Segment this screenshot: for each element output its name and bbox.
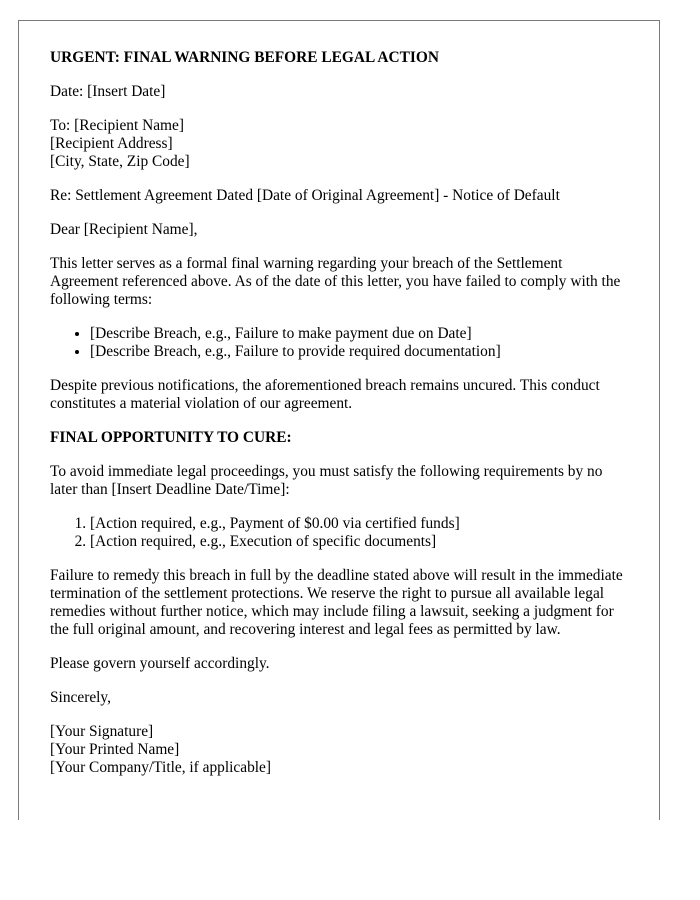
sign-off: Sincerely, [50,689,111,706]
recipient-city-line: [City, State, Zip Code] [50,153,190,170]
cure-paragraph: To avoid immediate legal proceedings, you must satisfy the following requirements by no later than [Insert Deadline Date/Time]: [50,463,603,498]
breach-list [50,325,630,361]
company-title-line: [Your Company/Title, if applicable] [50,759,272,776]
breach-item: • [Describe Breach, e.g., Failure to provide required documentation] [90,343,630,361]
recipient-address-line: [Recipient Address] [50,135,173,152]
consequence-paragraph: Failure to remedy this breach in full by the deadline stated above will result in the immediate termination of the settlement protections. We reserve the right to pursue all available legal remedies without further notice, which may include filing a lawsuit, seeking a judgment for the full original amount, and recovering interest and legal fees as permitted by law. [50,567,623,638]
closing-line: Please govern yourself accordingly. [50,655,270,672]
action-item: 2. [Action required, e.g., Execution of specific documents] [90,533,630,551]
recipient-block [50,117,630,171]
cure-heading: FINAL OPPORTUNITY TO CURE: [50,429,292,446]
signature-block [50,723,630,777]
violation-paragraph: Despite previous notifications, the aforementioned breach remains uncured. This conduct constitutes a material violation of our agreement. [50,377,600,412]
re-line: Re: Settlement Agreement Dated [Date of Original Agreement] - Notice of Default [50,187,560,204]
date-line: Date: [Insert Date] [50,83,166,100]
letter-content [50,49,630,793]
letter-page [18,20,660,820]
action-item: 1. [Action required, e.g., Payment of $0.00 via certified funds] [90,515,630,533]
printed-name-line: [Your Printed Name] [50,741,180,758]
action-list [50,515,630,551]
signature-line: [Your Signature] [50,723,154,740]
intro-paragraph: This letter serves as a formal final warning regarding your breach of the Settlement Agreement referenced above. As of the date of this letter, you have failed to comply with the following terms: [50,255,621,308]
salutation: Dear [Recipient Name], [50,221,198,238]
letter-title: URGENT: FINAL WARNING BEFORE LEGAL ACTION [50,49,439,66]
recipient-name-line: To: [Recipient Name] [50,117,184,134]
breach-item: • [Describe Breach, e.g., Failure to make payment due on Date] [90,325,630,343]
